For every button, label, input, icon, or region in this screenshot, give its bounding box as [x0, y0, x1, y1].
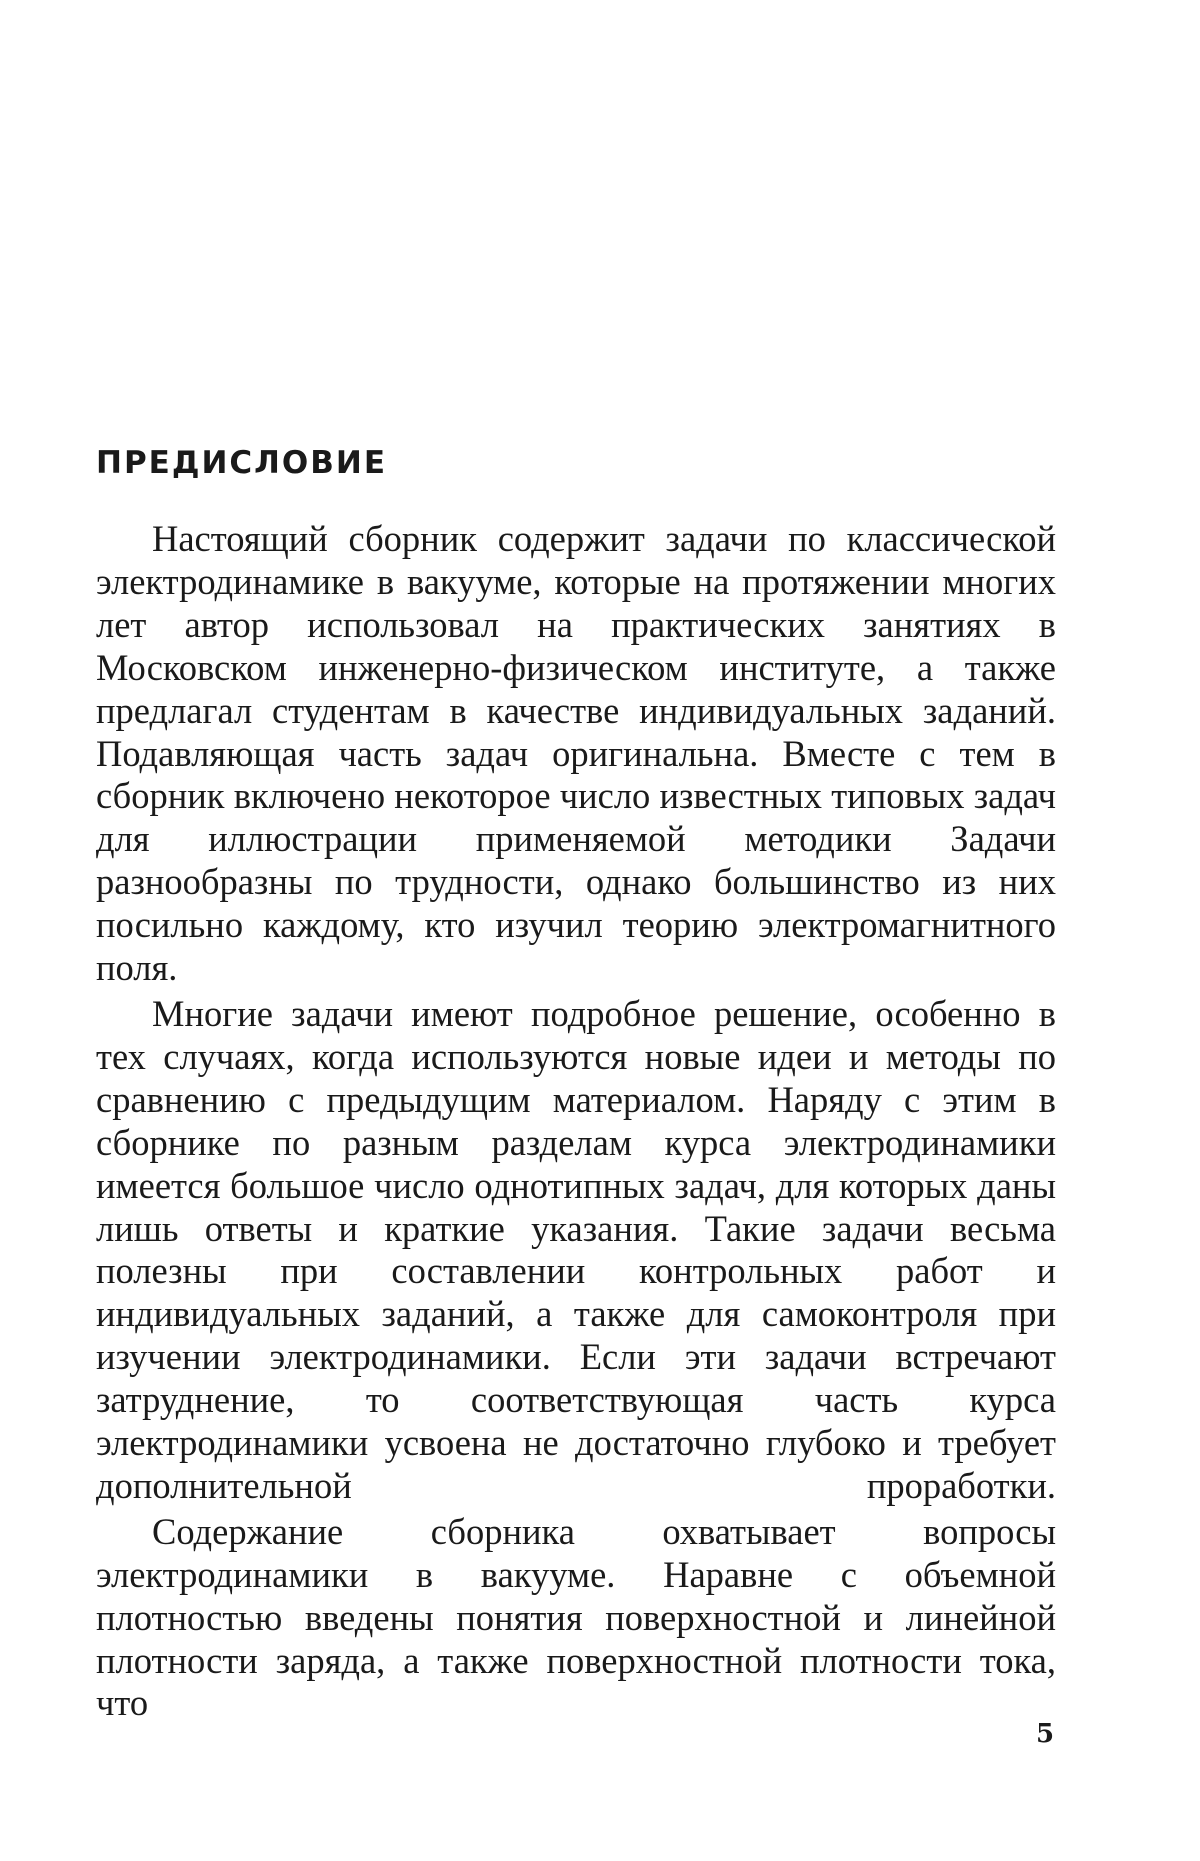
body-text: [96, 518, 1056, 1725]
paragraph-1: Настоящий сборник содержит задачи по классической электродинамике в вакууме, которые на протяжении многих лет автор использовал на практических занятиях в Московском инженерно-физическом институте, а также предлагал студентам в качестве индивидуальных заданий. Подавляющая часть задач оригинальна. Вместе с тем в сборник включено некоторое число известных типовых задач для иллюстрации применяемой методики Задачи разнообразны по трудности, однако большинство из них посильно каждому, кто изучил теорию электромагнитного поля.: [96, 518, 1056, 989]
page-heading: ПРЕДИСЛОВИЕ: [96, 445, 387, 481]
paragraph-3: Содержание сборника охватывает вопросы электродинамики в вакууме. Наравне с объемной плотностью введены понятия поверхностной и линейной плотности заряда, а также поверхностной плотности тока, что: [96, 1510, 1056, 1724]
paragraph-2: Многие задачи имеют подробное решение, особенно в тех случаях, когда используются новые идеи и методы по сравнению с предыдущим материалом. Наряду с этим в сборнике по разным разделам курса электродинамики имеется большое число однотипных задач, для которых даны лишь ответы и краткие указания. Такие задачи весьма полезны при составлении контрольных работ и индивидуальных заданий, а также для самоконтроля при изучении электродинамики. Если эти задачи встречают затруднение, то соответствующая часть курса электродинамики усвоена не достаточно глубоко и требует дополнительной проработки.: [96, 992, 1056, 1506]
page-number: 5: [1036, 1719, 1055, 1749]
